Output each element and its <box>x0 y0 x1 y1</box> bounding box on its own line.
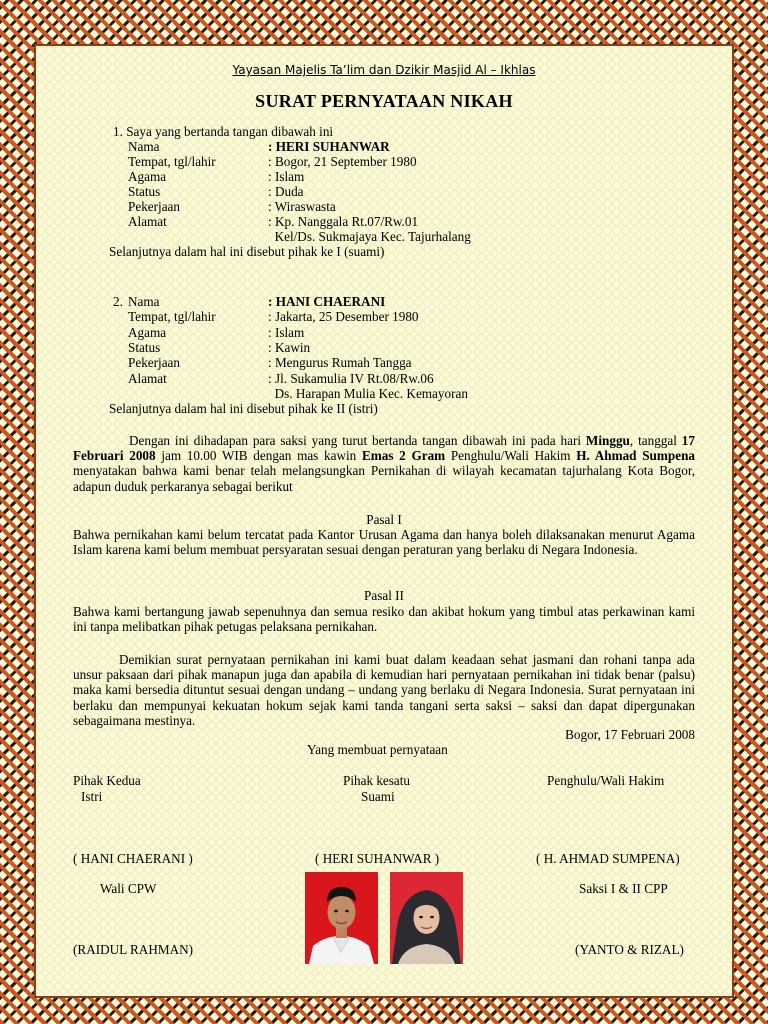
ceremony-day: Minggu <box>585 433 630 448</box>
saksi-name: (YANTO & RIZAL) <box>575 942 684 957</box>
groom-photo <box>305 872 378 964</box>
mid-signatory-sub: Suami <box>361 789 395 804</box>
foundation-header: Yayasan Majelis Ta’lim dan Dzikir Masjid Al – Ikhlas <box>232 63 536 77</box>
bride-photo <box>390 872 463 964</box>
dowry: Emas 2 Gram <box>361 448 446 464</box>
mid-signatory-role: Pihak kesatu <box>343 773 411 788</box>
ceremony-date: 17 Februari 2008 <box>73 433 695 464</box>
left-signatory-sub: Istri <box>81 789 103 804</box>
pasal2-heading: Pasal II <box>364 588 404 603</box>
party2-closing: Selanjutnya dalam hal ini disebut pihak ke II (istri) <box>109 401 378 416</box>
pasal1-text: Bahwa pernikahan kami belum tercatat pada Kantor Urusan Agama dan hanya boleh dilaksanakan menurut Agama Islam karena kami belum membuat persyaratan sesuai dengan peraturan yang berlaku di Negara Indonesia. <box>73 527 695 558</box>
left-signatory-role: Pihak Kedua <box>73 773 141 788</box>
party1-closing: Selanjutnya dalam hal ini disebut pihak ke I (suami) <box>109 244 385 259</box>
bride-portrait <box>390 872 463 964</box>
statement-paragraph: Dengan ini dihadapan para saksi yang turut bertanda tangan dibawah ini pada hari Minggu, tanggal 17 Februari 2008 jam 10.00 WIB dengan mas kawin Emas 2 Gram Penghulu/Wali Hakim H. Ahmad Sumpena menyatakan bahwa kami benar telah melangsungkan Pernikahan di wilayah kecamatan tajurhalang Kota Bogor, adapun duduk perkaranya sebagai berikut <box>73 433 695 494</box>
document-page: Yayasan Majelis Ta’lim dan Dzikir Masjid Al – Ikhlas SURAT PERNYATAAN NIKAH 1. Saya yang bertanda tangan dibawah ini Nama : HERI SUHANWAR Tempat, tgl/lahir : Bogor, 21 September 1980 Agama : Islam Status : Duda Pekerjaan : Wiraswasta Alamat : Kp. Nanggala Rt.07/Rw.01 Kel/Ds. Sukmajaya Kec. Tajurhalang Selanjutnya dalam hal ini disebut pihak ke I (suami) 2. Nama : HANI CHAERANI Tempat, tgl/lahir : Jakarta, 25 Desember 1980 Agama : Islam Status : Kawin Pekerjaan : Mengurus Rumah Tangga Alamat : Jl. Sukamulia IV Rt.08/Rw.06 Ds. Harapan Mulia Kec. Kemayoran Selanjutnya dalam hal ini disebut pihak ke II (istri) Dengan ini dihadapan para saksi yang turut bertanda tangan dibawah ini pada hari Minggu, tanggal 17 Februari 2008 jam 10.00 WIB dengan mas kawin Emas 2 Gram Penghulu/Wali Hakim H. Ahmad Sumpena menyatakan bahwa kami benar telah melangsungkan Pernikahan di wilayah kecamatan tajurhalang Kota Bogor, adapun duduk perkaranya sebagai berikut Pasal I Bahwa pernikahan kami belum tercatat pada Kantor Urusan Agama dan hanya boleh dilaksanakan menurut Agama Islam karena kami belum membuat persyaratan sesuai dengan peraturan yang berlaku di Negara Indonesia. Pasal II Bahwa kami bertangung jawab sepenuhnya dan semua resiko dan akibat hokum yang timbul atas perkawinan kami ini tanpa melibatkan pihak petugas pelaksana pernikahan. Demikian surat pernyataan pernikahan ini kami buat dalam keadaan sehat jasmani dan rohani tanpa ada unsur paksaan dari pihak manapun juga dan apabila di kemudian hari pernyataan pernikahan ini tidak benar (palsu) maka kami bersedia dituntut sesuai dengan undang – undang yang berlaku di Negara Indonesia. Surat pernyataan ini berlaku dan mempunyai kekuatan hokum sejak kami tanda tangani serta saksi – saksi dan dapat dipergunakan sebagaimana mestinya. Bogor, 17 Februari 2008 Yang membuat pernyataan Pihak Kedua Istri Pihak kesatu Suami Penghulu/Wali Hakim ( HANI CHAERANI ) ( HERI SUHANWAR ) ( H. AHMAD SUMPENA) Wali CPW Saksi I & II CPP (RAIDUL RAHMAN) (YANTO & RIZAL) <box>73 63 695 957</box>
place-date: Bogor, 17 Februari 2008 <box>565 727 695 742</box>
closing-paragraph: Demikian surat pernyataan pernikahan ini kami buat dalam keadaan sehat jasmani dan rohani tanpa ada unsur paksaan dari pihak manapun juga dan apabila di kemudian hari pernyataan pernikahan ini tidak benar (palsu) maka kami bersedia dituntut sesuai dengan undang – undang yang berlaku di Negara Indonesia. Surat pernyataan ini berlaku dan mempunyai kekuatan hokum sejak kami tanda tangani serta saksi – saksi dan dapat dipergunakan sebagaimana mestinya. <box>73 652 695 728</box>
maker-label: Yang membuat pernyataan <box>307 742 448 757</box>
officiant-name: H. Ahmad Sumpena <box>576 448 695 464</box>
groom-portrait <box>305 872 378 964</box>
left-signatory-name: ( HANI CHAERANI ) <box>73 851 193 866</box>
right-signatory-name: ( H. AHMAD SUMPENA) <box>536 851 680 866</box>
document-title: SURAT PERNYATAAN NIKAH <box>255 91 513 111</box>
wali-label: Wali CPW <box>100 881 157 896</box>
party2-number: 2. <box>113 294 123 309</box>
pasal2-text: Bahwa kami bertangung jawab sepenuhnya dan semua resiko dan akibat hokum yang timbul atas perkawinan kami ini tanpa melibatkan pihak petugas pelaksana pernikahan. <box>73 604 695 635</box>
saksi-label: Saksi I & II CPP <box>579 881 668 896</box>
party1-intro: 1. Saya yang bertanda tangan dibawah ini <box>113 124 334 139</box>
pasal1-heading: Pasal I <box>366 512 402 527</box>
wali-name: (RAIDUL RAHMAN) <box>73 942 194 957</box>
right-signatory-role: Penghulu/Wali Hakim <box>547 773 665 788</box>
mid-signatory-name: ( HERI SUHANWAR ) <box>315 851 440 866</box>
